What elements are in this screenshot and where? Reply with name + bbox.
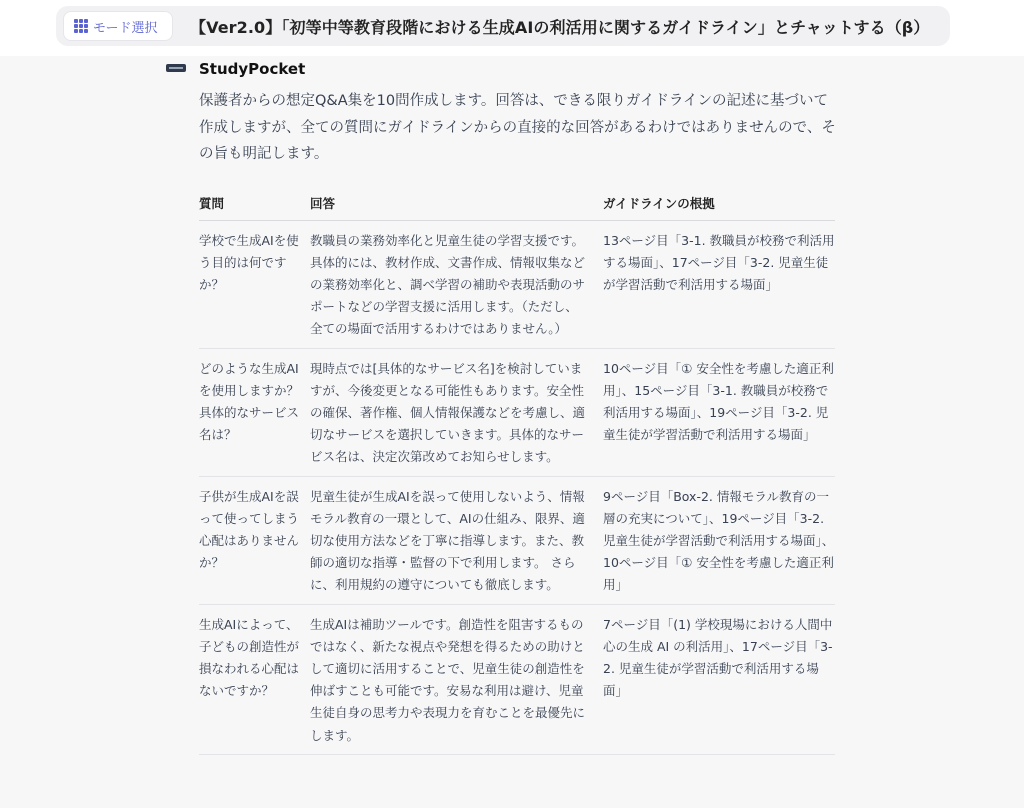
message-intro: 保護者からの想定Q&A集を10問作成します。回答は、できる限りガイドラインの記述に基づいて作成しますが、全ての質問にガイドラインからの直接的な回答があるわけではありませんので、その旨も明記します。 [199,93,836,162]
column-header-basis: ガイドラインの根拠 [603,186,835,220]
basis-cell: 13ページ目「3-1. 教職員が校務で利活用する場面」、17ページ目「3-2. 児童生徒が学習活動で利活用する場面」 [603,220,835,348]
table-row [199,220,835,348]
table-row [199,348,835,476]
top-bar [0,0,1024,56]
grid-icon [74,19,88,33]
basis-cell: 9ページ目「Box-2. 情報モラル教育の一層の充実について」、19ページ目「3-2. 児童生徒が学習活動で利活用する場面」、10ページ目「① 安全性を考慮した適正利用」 [603,476,835,604]
question-cell: 子供が生成AIを誤って使ってしまう心配はありませんか？ [199,476,310,604]
answer-cell: 生成AIは補助ツールです。創造性を阻害するものではなく、新たな視点や発想を得るための助けとして適切に活用することで、児童生徒の創造性を伸ばすことも可能です。安易な利用は避け、児童生徒自身の思考力や表現力を育むことを最優先にします。 [310,604,603,754]
header-pill [56,6,950,46]
mode-select-label: モード選択 [93,20,158,36]
table-row [199,476,835,604]
table-row [199,604,835,754]
answer-cell: 現時点では[具体的なサービス名]を検討していますが、今後変更となる可能性もあります。安全性の確保、著作権、個人情報保護などを考慮し、適切なサービスを選択していきます。具体的なサービス名は、決定次第改めてお知らせします。 [310,348,603,476]
answer-cell: 児童生徒が生成AIを誤って使用しないよう、情報モラル教育の一環として、AIの仕組み、限界、適切な使用方法などを丁寧に指導します。また、教師の適切な指導・監督の下で利用します。 さらに、利用規約の遵守についても徹底します。 [310,476,603,604]
chat-title: 【Ver2.0】「初等中等教育段階における生成AIの利活用に関するガイドライン」とチャットする（β） [190,18,930,37]
mode-select-button[interactable] [64,12,172,40]
table-header-row [199,186,835,220]
column-header-question: 質問 [199,186,310,220]
sender-name: StudyPocket [199,60,306,78]
question-cell: 学校で生成AIを使う目的は何ですか？ [199,220,310,348]
bot-avatar-icon [166,64,186,72]
basis-cell: 7ページ目「(1) 学校現場における人間中心の生成 AI の利活用」、17ページ目「3-2. 児童生徒が学習活動で利活用する場面」 [603,604,835,754]
column-header-answer: 回答 [310,186,603,220]
qa-table [199,186,835,755]
question-cell: 生成AIによって、子どもの創造性が損なわれる心配はないですか？ [199,604,310,754]
question-cell: どのような生成AIを使用しますか？具体的なサービス名は？ [199,348,310,476]
answer-cell: 教職員の業務効率化と児童生徒の学習支援です。具体的には、教材作成、文書作成、情報収集などの業務効率化と、調べ学習の補助や表現活動のサポートなどの学習支援に活用します。（ただし、全ての場面で活用するわけではありません。） [310,220,603,348]
basis-cell: 10ページ目「① 安全性を考慮した適正利用」、15ページ目「3-1. 教職員が校務で利活用する場面」、19ページ目「3-2. 児童生徒が学習活動で利活用する場面」 [603,348,835,476]
